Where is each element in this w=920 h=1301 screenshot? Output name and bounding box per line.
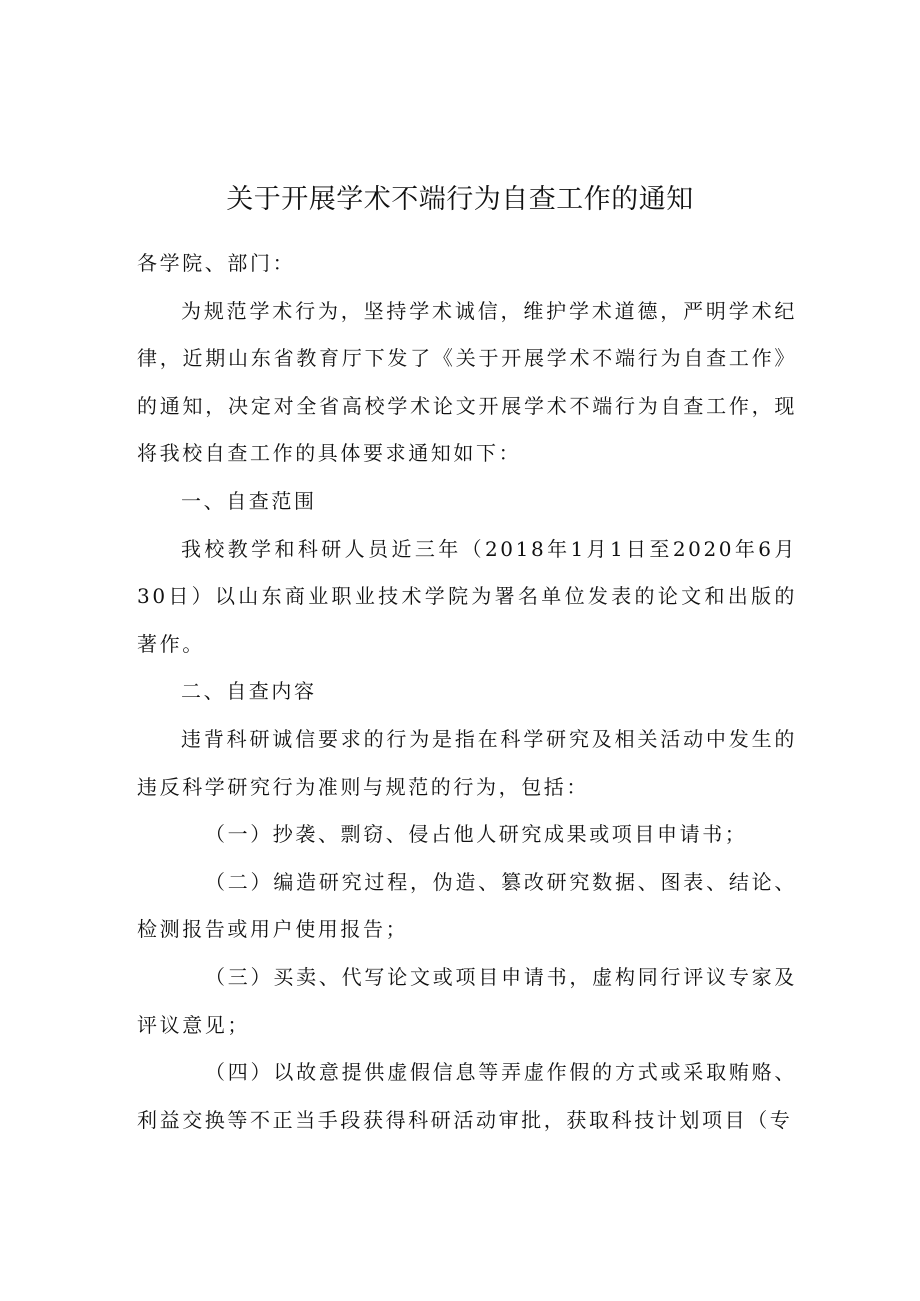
section-heading-content: 二、自查内容 [181, 679, 317, 704]
salutation: 各学院、部门： [137, 251, 296, 275]
intro-paragraph: 为规范学术行为，坚持学术诚信，维护学术道德，严明学术纪律，近期山东省教育厅下发了《关于开展学术不端行为自查工作》的通知，决定对全省高校学术论文开展学术不端行为自查工作，现将我校自查工作的具体要求通知如下： [137, 298, 797, 466]
list-item-2: （二）编造研究过程，伪造、篡改研究数据、图表、结论、检测报告或用户使用报告； [137, 869, 797, 942]
document-body [137, 240, 797, 1144]
document-title: 关于开展学术不端行为自查工作的通知 [226, 184, 694, 215]
list-item-4: （四）以故意提供虚假信息等弄虚作假的方式或采取贿赂、利益交换等不正当手段获得科研活动审批，获取科技计划项目（专 [137, 1060, 797, 1132]
content-paragraph: 违背科研诚信要求的行为是指在科学研究及相关活动中发生的违反科学研究行为准则与规范的行为，包括： [137, 726, 797, 799]
list-item-1: （一）抄袭、剽窃、侵占他人研究成果或项目申请书； [205, 822, 748, 847]
scope-paragraph: 我校教学和科研人员近三年（2018年1月1日至2020年6月30日）以山东商业职业技术学院为署名单位发表的论文和出版的著作。 [137, 536, 797, 656]
list-item-3: （三）买卖、代写论文或项目申请书，虚构同行评议专家及评议意见； [137, 964, 797, 1037]
section-heading-scope: 一、自查范围 [181, 488, 317, 513]
